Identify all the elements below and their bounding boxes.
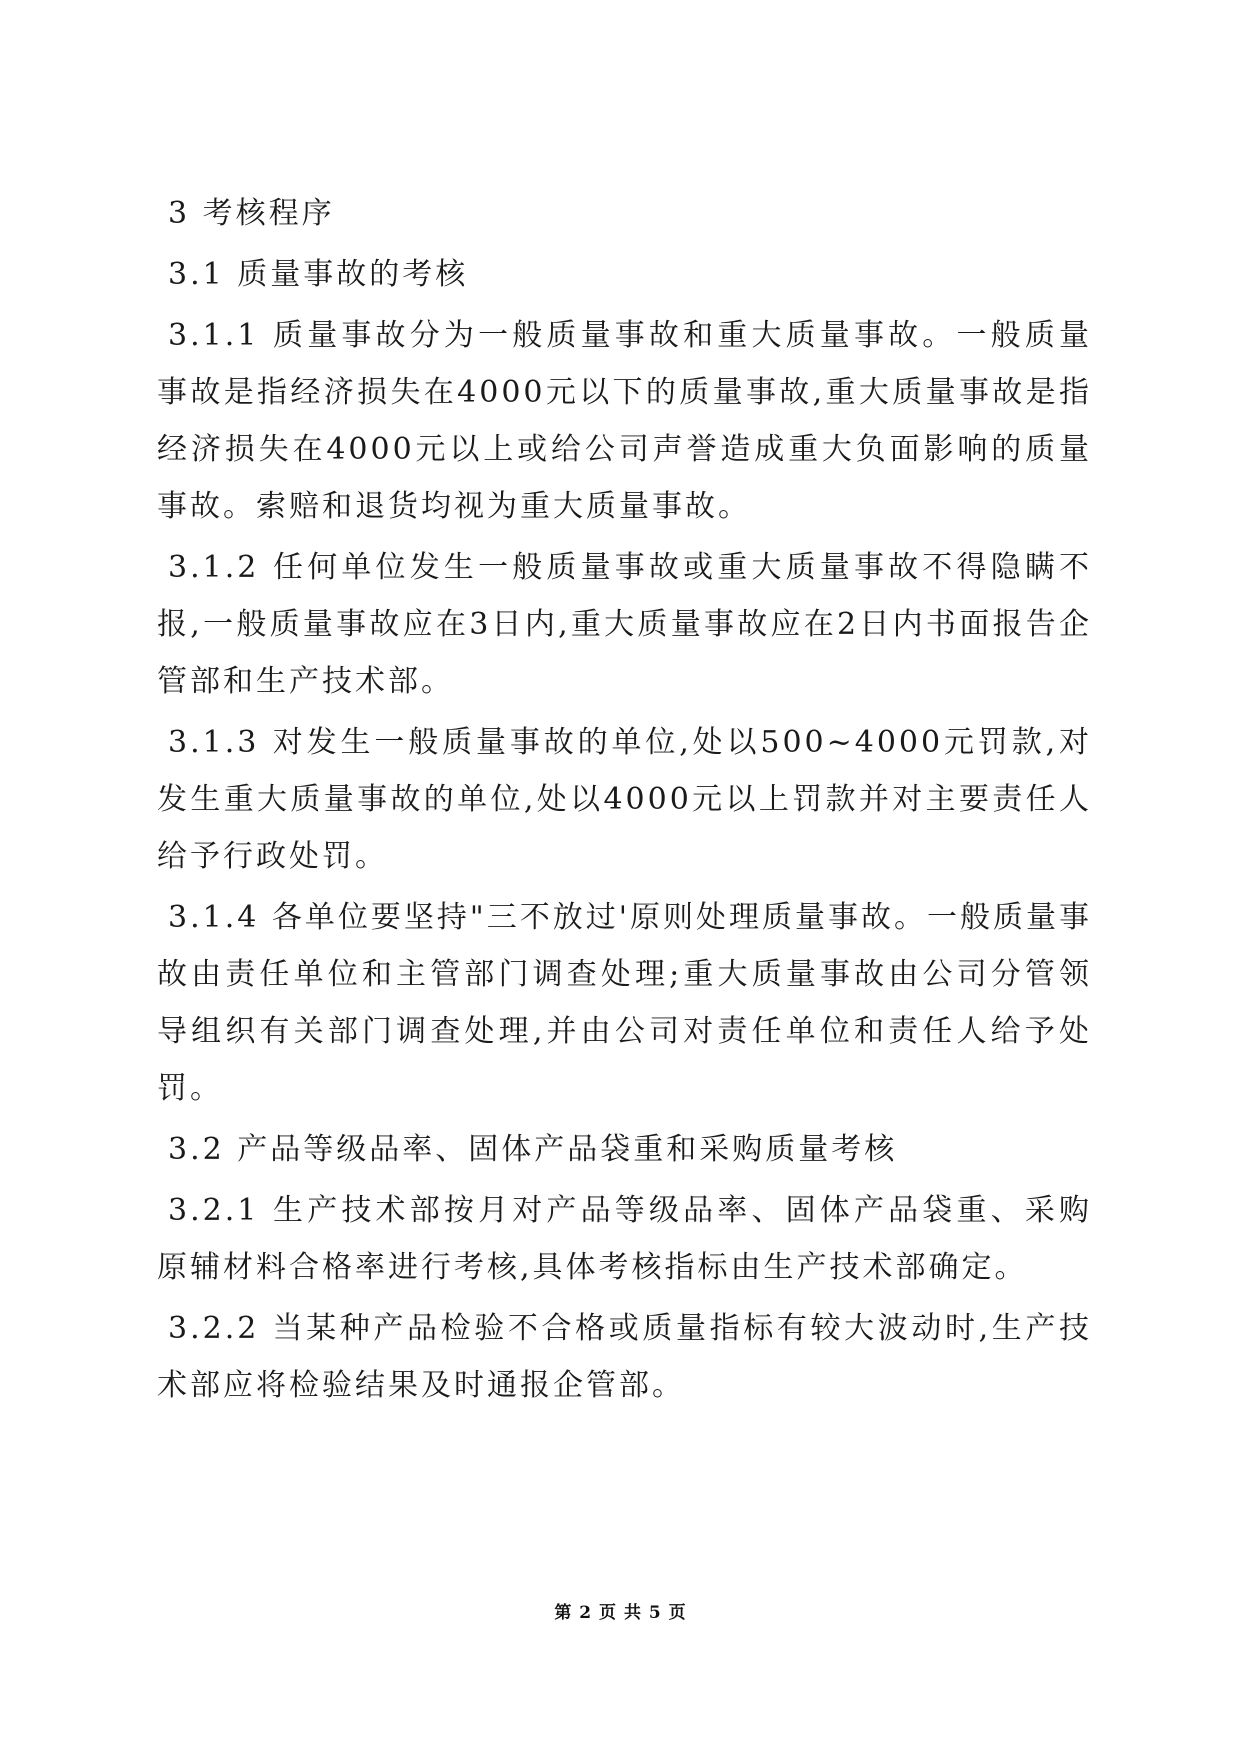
- paragraph-3-2-1: 3.2.1 生产技术部按月对产品等级品率、固体产品袋重、采购原辅材料合格率进行考核,具体考核指标由生产技术部确定。: [157, 1193, 1092, 1285]
- page-number-footer: 第 2 页 共 5 页: [554, 1603, 687, 1623]
- paragraph-3-1-2: 3.1.2 任何单位发生一般质量事故或重大质量事故不得隐瞒不报,一般质量事故应在3日内,重大质量事故应在2日内书面报告企管部和生产技术部。: [157, 550, 1092, 699]
- paragraph-3-1-1: 3.1.1 质量事故分为一般质量事故和重大质量事故。一般质量事故是指经济损失在4000元以下的质量事故,重大质量事故是指经济损失在4000元以上或给公司声誉造成重大负面影响的质量事故。索赔和退货均视为重大质量事故。: [157, 318, 1092, 524]
- section-heading-3: 3 考核程序: [168, 196, 335, 231]
- paragraph-3-1-4: 3.1.4 各单位要坚持"三不放过'原则处理质量事故。一般质量事故由责任单位和主管部门调查处理;重大质量事故由公司分管领导组织有关部门调查处理,并由公司对责任单位和责任人给予处罚。: [157, 900, 1092, 1106]
- paragraph-3-1-3: 3.1.3 对发生一般质量事故的单位,处以500~4000元罚款,对发生重大质量事故的单位,处以4000元以上罚款并对主要责任人给予行政处罚。: [157, 725, 1092, 874]
- document-body: [157, 185, 1092, 1418]
- paragraph-3-2-2: 3.2.2 当某种产品检验不合格或质量指标有较大波动时,生产技术部应将检验结果及时通报企管部。: [157, 1311, 1092, 1403]
- section-heading-3-1: 3.1 质量事故的考核: [168, 257, 469, 292]
- section-heading-3-2: 3.2 产品等级品率、固体产品袋重和采购质量考核: [168, 1132, 898, 1167]
